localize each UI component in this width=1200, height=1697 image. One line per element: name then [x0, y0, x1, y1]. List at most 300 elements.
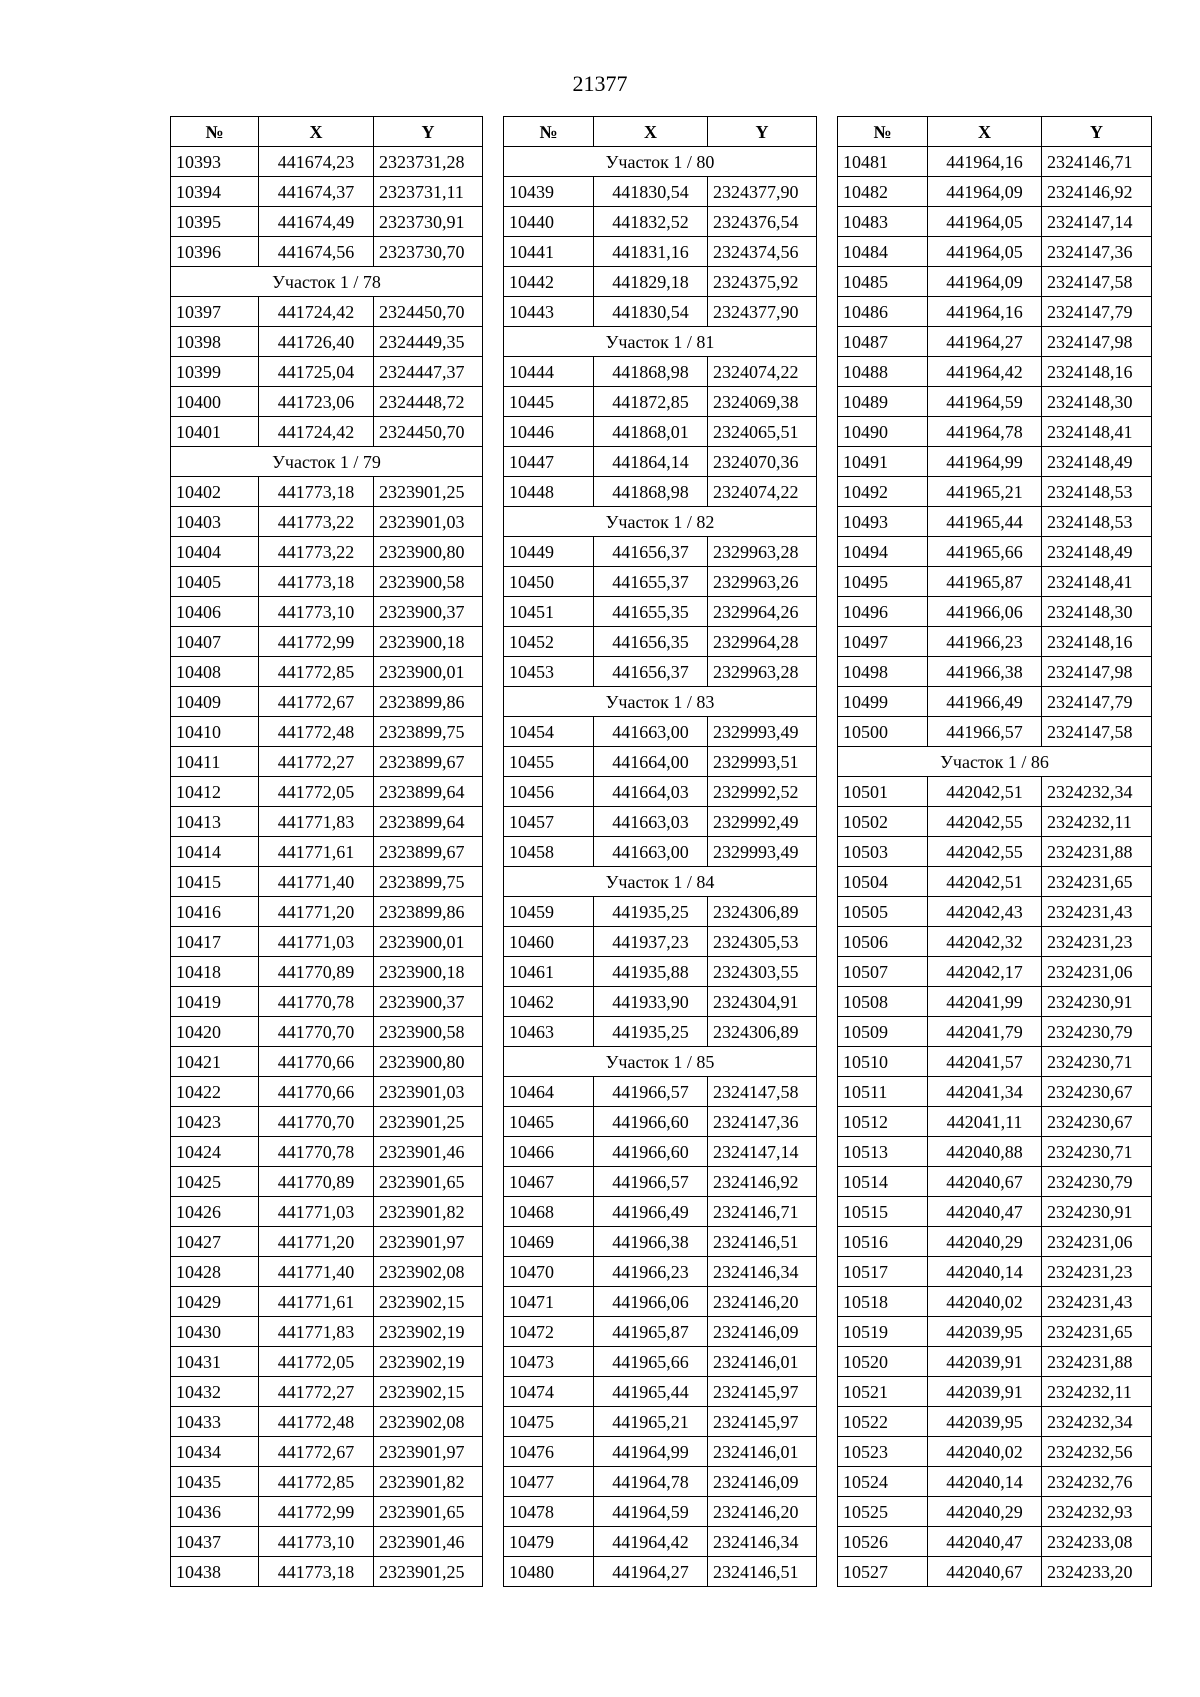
y-coordinate-cell: 2324146,71 [708, 1197, 817, 1227]
x-coordinate-cell: 441872,85 [594, 387, 708, 417]
x-coordinate-cell: 442042,17 [928, 957, 1042, 987]
y-coordinate-cell: 2324147,36 [1042, 237, 1152, 267]
x-coordinate-cell: 442040,67 [928, 1167, 1042, 1197]
point-number-cell: 10489 [838, 387, 928, 417]
point-number-cell: 10395 [171, 207, 259, 237]
table-row [504, 1197, 817, 1227]
table-row [838, 717, 1152, 747]
x-coordinate-cell: 442042,51 [928, 867, 1042, 897]
y-coordinate-cell: 2323901,25 [374, 477, 483, 507]
x-coordinate-cell: 441964,59 [594, 1497, 708, 1527]
x-coordinate-cell: 442040,29 [928, 1497, 1042, 1527]
section-title: Участок 1 / 79 [171, 447, 483, 477]
point-number-cell: 10420 [171, 1017, 259, 1047]
point-number-cell: 10438 [171, 1557, 259, 1587]
point-number-cell: 10468 [504, 1197, 594, 1227]
table-header-row [838, 117, 1152, 147]
y-coordinate-cell: 2324146,34 [708, 1257, 817, 1287]
y-coordinate-cell: 2323900,01 [374, 657, 483, 687]
point-number-cell: 10399 [171, 357, 259, 387]
point-number-cell: 10485 [838, 267, 928, 297]
y-coordinate-cell: 2324148,41 [1042, 567, 1152, 597]
x-coordinate-cell: 441772,85 [259, 657, 374, 687]
point-number-cell: 10492 [838, 477, 928, 507]
point-number-cell: 10402 [171, 477, 259, 507]
point-number-cell: 10452 [504, 627, 594, 657]
point-number-cell: 10527 [838, 1557, 928, 1587]
x-coordinate-cell: 442040,67 [928, 1557, 1042, 1587]
y-coordinate-cell: 2324145,97 [708, 1377, 817, 1407]
point-number-cell: 10445 [504, 387, 594, 417]
point-number-cell: 10442 [504, 267, 594, 297]
table-row [171, 567, 483, 597]
x-coordinate-cell: 441770,89 [259, 957, 374, 987]
table-row [504, 1347, 817, 1377]
column-header-number: № [504, 117, 594, 147]
y-coordinate-cell: 2324230,71 [1042, 1137, 1152, 1167]
table-row [171, 1077, 483, 1107]
point-number-cell: 10503 [838, 837, 928, 867]
x-coordinate-cell: 442040,47 [928, 1197, 1042, 1227]
y-coordinate-cell: 2324148,30 [1042, 597, 1152, 627]
point-number-cell: 10450 [504, 567, 594, 597]
y-coordinate-cell: 2324147,79 [1042, 687, 1152, 717]
y-coordinate-cell: 2324231,43 [1042, 1287, 1152, 1317]
y-coordinate-cell: 2324074,22 [708, 477, 817, 507]
x-coordinate-cell: 441724,42 [259, 417, 374, 447]
x-coordinate-cell: 441770,66 [259, 1047, 374, 1077]
point-number-cell: 10511 [838, 1077, 928, 1107]
table-row [171, 237, 483, 267]
table-row [504, 237, 817, 267]
table-row [171, 537, 483, 567]
table-row [504, 717, 817, 747]
table-row [838, 507, 1152, 537]
x-coordinate-cell: 441770,70 [259, 1017, 374, 1047]
point-number-cell: 10425 [171, 1167, 259, 1197]
x-coordinate-cell: 441868,98 [594, 357, 708, 387]
point-number-cell: 10455 [504, 747, 594, 777]
point-number-cell: 10393 [171, 147, 259, 177]
y-coordinate-cell: 2329964,28 [708, 627, 817, 657]
y-coordinate-cell: 2324230,71 [1042, 1047, 1152, 1077]
y-coordinate-cell: 2324147,98 [1042, 657, 1152, 687]
point-number-cell: 10406 [171, 597, 259, 627]
point-number-cell: 10469 [504, 1227, 594, 1257]
table-row [838, 1047, 1152, 1077]
x-coordinate-cell: 441772,99 [259, 1497, 374, 1527]
table-row [504, 1527, 817, 1557]
x-coordinate-cell: 441965,87 [594, 1317, 708, 1347]
table-row [171, 147, 483, 177]
x-coordinate-cell: 441726,40 [259, 327, 374, 357]
point-number-cell: 10497 [838, 627, 928, 657]
point-number-cell: 10435 [171, 1467, 259, 1497]
y-coordinate-cell: 2324148,16 [1042, 357, 1152, 387]
y-coordinate-cell: 2324146,71 [1042, 147, 1152, 177]
table-row [838, 477, 1152, 507]
x-coordinate-cell: 442040,29 [928, 1227, 1042, 1257]
x-coordinate-cell: 441964,16 [928, 297, 1042, 327]
table-row [171, 1317, 483, 1347]
table-row [838, 417, 1152, 447]
table-row [171, 597, 483, 627]
y-coordinate-cell: 2324231,43 [1042, 897, 1152, 927]
y-coordinate-cell: 2323899,67 [374, 747, 483, 777]
y-coordinate-cell: 2324146,09 [708, 1317, 817, 1347]
table-row [838, 1077, 1152, 1107]
table-row [838, 537, 1152, 567]
point-number-cell: 10403 [171, 507, 259, 537]
point-number-cell: 10451 [504, 597, 594, 627]
y-coordinate-cell: 2323899,64 [374, 807, 483, 837]
table-row [504, 567, 817, 597]
x-coordinate-cell: 441965,44 [928, 507, 1042, 537]
y-coordinate-cell: 2323902,08 [374, 1257, 483, 1287]
table-row [504, 1227, 817, 1257]
point-number-cell: 10506 [838, 927, 928, 957]
x-coordinate-cell: 441933,90 [594, 987, 708, 1017]
x-coordinate-cell: 441773,22 [259, 537, 374, 567]
section-row [504, 147, 817, 177]
table-row [838, 897, 1152, 927]
table-row [504, 1437, 817, 1467]
y-coordinate-cell: 2324231,88 [1042, 837, 1152, 867]
y-coordinate-cell: 2324074,22 [708, 357, 817, 387]
x-coordinate-cell: 441966,60 [594, 1107, 708, 1137]
table-row [838, 387, 1152, 417]
y-coordinate-cell: 2329992,49 [708, 807, 817, 837]
table-row [504, 267, 817, 297]
table-row [504, 387, 817, 417]
table-row [838, 357, 1152, 387]
x-coordinate-cell: 441935,88 [594, 957, 708, 987]
point-number-cell: 10401 [171, 417, 259, 447]
x-coordinate-cell: 441966,23 [928, 627, 1042, 657]
x-coordinate-cell: 441656,37 [594, 537, 708, 567]
y-coordinate-cell: 2324146,01 [708, 1437, 817, 1467]
point-number-cell: 10501 [838, 777, 928, 807]
table-row [171, 1347, 483, 1377]
x-coordinate-cell: 441656,37 [594, 657, 708, 687]
y-coordinate-cell: 2323900,37 [374, 987, 483, 1017]
x-coordinate-cell: 441770,66 [259, 1077, 374, 1107]
y-coordinate-cell: 2323731,28 [374, 147, 483, 177]
table-row [838, 1287, 1152, 1317]
y-coordinate-cell: 2329993,51 [708, 747, 817, 777]
table-row [838, 207, 1152, 237]
table-row [504, 1077, 817, 1107]
x-coordinate-cell: 441771,20 [259, 897, 374, 927]
table-row [171, 417, 483, 447]
point-number-cell: 10483 [838, 207, 928, 237]
y-coordinate-cell: 2323731,11 [374, 177, 483, 207]
table-row [838, 1227, 1152, 1257]
table-row [504, 807, 817, 837]
table-row [171, 327, 483, 357]
table-row [838, 1557, 1152, 1587]
point-number-cell: 10411 [171, 747, 259, 777]
x-coordinate-cell: 442042,55 [928, 807, 1042, 837]
point-number-cell: 10470 [504, 1257, 594, 1287]
point-number-cell: 10516 [838, 1227, 928, 1257]
point-number-cell: 10454 [504, 717, 594, 747]
point-number-cell: 10488 [838, 357, 928, 387]
x-coordinate-cell: 441830,54 [594, 177, 708, 207]
y-coordinate-cell: 2323900,58 [374, 1017, 483, 1047]
table-row [504, 1377, 817, 1407]
x-coordinate-cell: 441964,99 [928, 447, 1042, 477]
x-coordinate-cell: 441770,70 [259, 1107, 374, 1137]
table-row [171, 747, 483, 777]
column-header-number: № [171, 117, 259, 147]
point-number-cell: 10509 [838, 1017, 928, 1047]
table-row [504, 477, 817, 507]
x-coordinate-cell: 441864,14 [594, 447, 708, 477]
point-number-cell: 10496 [838, 597, 928, 627]
table-row [171, 1137, 483, 1167]
x-coordinate-cell: 441772,27 [259, 747, 374, 777]
y-coordinate-cell: 2324375,92 [708, 267, 817, 297]
x-coordinate-cell: 441663,03 [594, 807, 708, 837]
point-number-cell: 10514 [838, 1167, 928, 1197]
point-number-cell: 10453 [504, 657, 594, 687]
table-row [504, 447, 817, 477]
x-coordinate-cell: 441964,42 [928, 357, 1042, 387]
table-row [504, 357, 817, 387]
table-row [504, 207, 817, 237]
table-row [838, 1317, 1152, 1347]
y-coordinate-cell: 2324447,37 [374, 357, 483, 387]
point-number-cell: 10502 [838, 807, 928, 837]
y-coordinate-cell: 2324232,34 [1042, 777, 1152, 807]
point-number-cell: 10507 [838, 957, 928, 987]
table-row [838, 1527, 1152, 1557]
point-number-cell: 10522 [838, 1407, 928, 1437]
point-number-cell: 10475 [504, 1407, 594, 1437]
y-coordinate-cell: 2323899,67 [374, 837, 483, 867]
table-row [171, 717, 483, 747]
point-number-cell: 10494 [838, 537, 928, 567]
table-row [171, 777, 483, 807]
x-coordinate-cell: 441966,23 [594, 1257, 708, 1287]
y-coordinate-cell: 2324231,65 [1042, 867, 1152, 897]
table-row [504, 297, 817, 327]
point-number-cell: 10484 [838, 237, 928, 267]
section-title: Участок 1 / 86 [838, 747, 1152, 777]
y-coordinate-cell: 2324147,58 [708, 1077, 817, 1107]
x-coordinate-cell: 441966,57 [594, 1167, 708, 1197]
table-row [171, 1107, 483, 1137]
x-coordinate-cell: 441964,27 [928, 327, 1042, 357]
y-coordinate-cell: 2324377,90 [708, 297, 817, 327]
y-coordinate-cell: 2323730,70 [374, 237, 483, 267]
x-coordinate-cell: 441771,03 [259, 1197, 374, 1227]
y-coordinate-cell: 2324148,49 [1042, 447, 1152, 477]
y-coordinate-cell: 2324306,89 [708, 897, 817, 927]
x-coordinate-cell: 442042,51 [928, 777, 1042, 807]
y-coordinate-cell: 2329964,26 [708, 597, 817, 627]
point-number-cell: 10482 [838, 177, 928, 207]
table-body [838, 147, 1152, 1587]
point-number-cell: 10477 [504, 1467, 594, 1497]
y-coordinate-cell: 2324448,72 [374, 387, 483, 417]
x-coordinate-cell: 441964,09 [928, 177, 1042, 207]
table-row [504, 657, 817, 687]
y-coordinate-cell: 2323900,18 [374, 627, 483, 657]
x-coordinate-cell: 442041,11 [928, 1107, 1042, 1137]
section-title: Участок 1 / 80 [504, 147, 817, 177]
table-row [171, 837, 483, 867]
y-coordinate-cell: 2324232,34 [1042, 1407, 1152, 1437]
y-coordinate-cell: 2324147,98 [1042, 327, 1152, 357]
point-number-cell: 10466 [504, 1137, 594, 1167]
y-coordinate-cell: 2324377,90 [708, 177, 817, 207]
table-row [838, 1107, 1152, 1137]
y-coordinate-cell: 2324376,54 [708, 207, 817, 237]
y-coordinate-cell: 2324230,67 [1042, 1077, 1152, 1107]
coordinates-table-2 [503, 116, 817, 1587]
y-coordinate-cell: 2323902,19 [374, 1347, 483, 1377]
y-coordinate-cell: 2324231,06 [1042, 957, 1152, 987]
x-coordinate-cell: 441965,21 [594, 1407, 708, 1437]
x-coordinate-cell: 442040,88 [928, 1137, 1042, 1167]
x-coordinate-cell: 441674,56 [259, 237, 374, 267]
x-coordinate-cell: 441965,66 [594, 1347, 708, 1377]
point-number-cell: 10465 [504, 1107, 594, 1137]
table-row [504, 1167, 817, 1197]
x-coordinate-cell: 441964,78 [594, 1467, 708, 1497]
coordinates-table-1 [170, 116, 483, 1587]
x-coordinate-cell: 441773,10 [259, 1527, 374, 1557]
table-row [504, 627, 817, 657]
y-coordinate-cell: 2324231,23 [1042, 1257, 1152, 1287]
y-coordinate-cell: 2323899,86 [374, 687, 483, 717]
y-coordinate-cell: 2329993,49 [708, 837, 817, 867]
y-coordinate-cell: 2324232,76 [1042, 1467, 1152, 1497]
y-coordinate-cell: 2323901,65 [374, 1167, 483, 1197]
section-row [838, 747, 1152, 777]
table-row [171, 507, 483, 537]
point-number-cell: 10500 [838, 717, 928, 747]
point-number-cell: 10414 [171, 837, 259, 867]
table-row [171, 387, 483, 417]
table-row [504, 897, 817, 927]
table-row [838, 867, 1152, 897]
table-body [171, 147, 483, 1587]
y-coordinate-cell: 2324231,23 [1042, 927, 1152, 957]
point-number-cell: 10462 [504, 987, 594, 1017]
point-number-cell: 10396 [171, 237, 259, 267]
x-coordinate-cell: 441664,03 [594, 777, 708, 807]
x-coordinate-cell: 442041,79 [928, 1017, 1042, 1047]
x-coordinate-cell: 441964,05 [928, 237, 1042, 267]
point-number-cell: 10441 [504, 237, 594, 267]
y-coordinate-cell: 2324145,97 [708, 1407, 817, 1437]
y-coordinate-cell: 2324069,38 [708, 387, 817, 417]
table-row [171, 297, 483, 327]
x-coordinate-cell: 441966,57 [594, 1077, 708, 1107]
point-number-cell: 10419 [171, 987, 259, 1017]
point-number-cell: 10457 [504, 807, 594, 837]
table-row [838, 597, 1152, 627]
x-coordinate-cell: 442042,43 [928, 897, 1042, 927]
y-coordinate-cell: 2324232,11 [1042, 807, 1152, 837]
y-coordinate-cell: 2324231,06 [1042, 1227, 1152, 1257]
y-coordinate-cell: 2323901,03 [374, 1077, 483, 1107]
x-coordinate-cell: 441656,35 [594, 627, 708, 657]
table-row [838, 1137, 1152, 1167]
y-coordinate-cell: 2324147,79 [1042, 297, 1152, 327]
x-coordinate-cell: 441773,18 [259, 567, 374, 597]
table-header-row [171, 117, 483, 147]
table-body [504, 147, 817, 1587]
x-coordinate-cell: 441966,06 [928, 597, 1042, 627]
x-coordinate-cell: 441771,40 [259, 1257, 374, 1287]
x-coordinate-cell: 441935,25 [594, 1017, 708, 1047]
point-number-cell: 10432 [171, 1377, 259, 1407]
point-number-cell: 10437 [171, 1527, 259, 1557]
point-number-cell: 10512 [838, 1107, 928, 1137]
y-coordinate-cell: 2324147,58 [1042, 267, 1152, 297]
x-coordinate-cell: 441964,16 [928, 147, 1042, 177]
y-coordinate-cell: 2323899,75 [374, 867, 483, 897]
x-coordinate-cell: 441664,00 [594, 747, 708, 777]
x-coordinate-cell: 441772,27 [259, 1377, 374, 1407]
x-coordinate-cell: 441772,48 [259, 717, 374, 747]
x-coordinate-cell: 441655,35 [594, 597, 708, 627]
column-header-x: X [594, 117, 708, 147]
x-coordinate-cell: 441771,83 [259, 807, 374, 837]
section-title: Участок 1 / 82 [504, 507, 817, 537]
y-coordinate-cell: 2324147,14 [708, 1137, 817, 1167]
point-number-cell: 10521 [838, 1377, 928, 1407]
column-header-number: № [838, 117, 928, 147]
x-coordinate-cell: 441832,52 [594, 207, 708, 237]
x-coordinate-cell: 441965,44 [594, 1377, 708, 1407]
x-coordinate-cell: 441772,05 [259, 777, 374, 807]
y-coordinate-cell: 2324233,20 [1042, 1557, 1152, 1587]
table-row [838, 687, 1152, 717]
y-coordinate-cell: 2329963,26 [708, 567, 817, 597]
x-coordinate-cell: 441964,05 [928, 207, 1042, 237]
table-row [504, 927, 817, 957]
table-row [838, 1437, 1152, 1467]
x-coordinate-cell: 441772,05 [259, 1347, 374, 1377]
point-number-cell: 10456 [504, 777, 594, 807]
point-number-cell: 10400 [171, 387, 259, 417]
point-number-cell: 10410 [171, 717, 259, 747]
x-coordinate-cell: 441771,61 [259, 1287, 374, 1317]
x-coordinate-cell: 441964,09 [928, 267, 1042, 297]
table-row [838, 177, 1152, 207]
point-number-cell: 10422 [171, 1077, 259, 1107]
x-coordinate-cell: 442040,02 [928, 1287, 1042, 1317]
table-row [171, 987, 483, 1017]
point-number-cell: 10479 [504, 1527, 594, 1557]
x-coordinate-cell: 441964,59 [928, 387, 1042, 417]
y-coordinate-cell: 2323899,75 [374, 717, 483, 747]
point-number-cell: 10508 [838, 987, 928, 1017]
x-coordinate-cell: 441771,40 [259, 867, 374, 897]
point-number-cell: 10404 [171, 537, 259, 567]
point-number-cell: 10408 [171, 657, 259, 687]
table-row [504, 1497, 817, 1527]
table-row [504, 1257, 817, 1287]
table-row [171, 1497, 483, 1527]
point-number-cell: 10487 [838, 327, 928, 357]
x-coordinate-cell: 442041,34 [928, 1077, 1042, 1107]
